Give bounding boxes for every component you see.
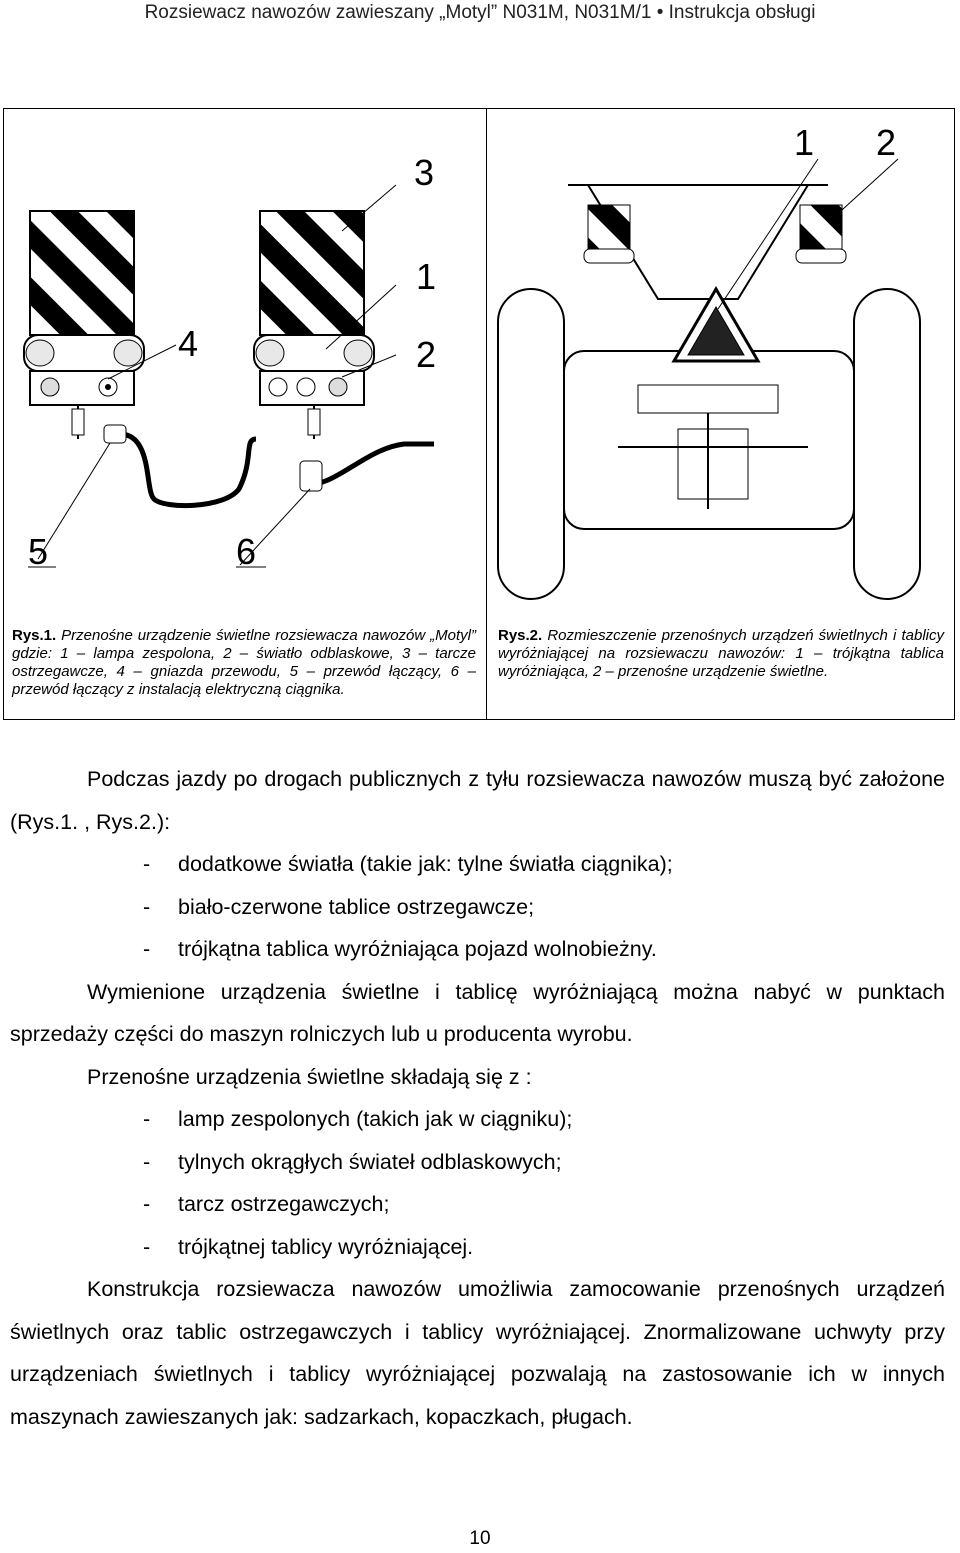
- list-item: - trójkątnej tablicy wyróżniającej.: [143, 1234, 474, 1259]
- figure1-callout-6: 6: [236, 531, 257, 572]
- figure2-caption-label: Rys.2.: [498, 627, 543, 644]
- figure1-callout-1: 1: [416, 256, 437, 297]
- figure-divider: [486, 108, 487, 720]
- warning-panel-right: [260, 211, 364, 335]
- figure1-callout-5: 5: [28, 531, 49, 572]
- body-text: [10, 758, 945, 1438]
- figure2-caption: [498, 627, 944, 681]
- header-title: Rozsiewacz nawozów zawieszany „Motyl” N031M, N031M/1 • Instrukcja obsługi: [144, 2, 816, 23]
- components-paragraph: Przenośne urządzenia świetlne składają się z :: [87, 1064, 532, 1089]
- list-item: - biało-czerwone tablice ostrzegawcze;: [143, 894, 535, 919]
- page-number: 10: [469, 1528, 491, 1549]
- figure2-drawing: [488, 109, 954, 614]
- figure2-callout-1: 1: [794, 122, 815, 163]
- list-item: - tarcz ostrzegawczych;: [143, 1192, 390, 1216]
- figure2-callout-2: 2: [876, 122, 897, 163]
- warning-panel-left: [30, 211, 134, 335]
- list-item: - lamp zespolonych (takich jak w ciągniku);: [143, 1107, 573, 1131]
- construction-paragraph: Konstrukcja rozsiewacza nawozów umożliwia zamocowanie przenośnych urządzeń świetlnych oraz tablic ostrzegawczych i tablicy wyróżniającej. Znormalizowane uchwyty przy urządzeniach świetlnych i tablicy wyróżniającej pozwalają na zastosowanie ich w innych maszynach zawieszanych jak: sadzarkach, kopaczkach, pługach.: [10, 1277, 945, 1429]
- figure2-caption-text: Rozmieszczenie przenośnych urządzeń świetlnych i tablicy wyróżniającej na rozsiewaczu nawozów: 1 – trójkątna tablica wyróżniająca, 2 – przenośne urządzenie świetlne.: [498, 627, 944, 680]
- intro-paragraph: Podczas jazdy po drogach publicznych z tyłu rozsiewacza nawozów muszą być założone (Rys.1. , Rys.2.):: [10, 767, 945, 834]
- list-item: - dodatkowe światła (takie jak: tylne światła ciągnika);: [143, 852, 673, 876]
- purchase-paragraph: Wymienione urządzenia świetlne i tablicę wyróżniającą można nabyć w punktach sprzedaży części do maszyn rolniczych lub u producenta wyrobu.: [10, 979, 945, 1046]
- page-header: [0, 0, 960, 40]
- figure1-callout-4: 4: [178, 323, 199, 364]
- required-items-list: [10, 843, 945, 971]
- list-item: - trójkątna tablica wyróżniająca pojazd wolnobieżny.: [143, 937, 657, 961]
- spreader-warning-panel-left: [584, 205, 634, 263]
- figure1-caption: [12, 627, 476, 699]
- figure1-caption-label: Rys.1.: [12, 627, 57, 644]
- components-list: [10, 1098, 945, 1268]
- figure1-caption-text: Przenośne urządzenie świetlne rozsiewacza nawozów „Motyl” gdzie: 1 – lampa zespolona, 2 – światło odblaskowe, 3 – tarcze ostrzegawcze, 4 – gniazda przewodu, 5 – przewód łączący, 6 – przewód łączący z instalacją elektryczną ciągnika.: [12, 627, 476, 698]
- figure1-callout-3: 3: [414, 152, 435, 193]
- list-item: - tylnych okrągłych świateł odblaskowych;: [143, 1149, 562, 1174]
- figure1-drawing: [4, 109, 486, 614]
- figure1-callout-2: 2: [416, 334, 437, 375]
